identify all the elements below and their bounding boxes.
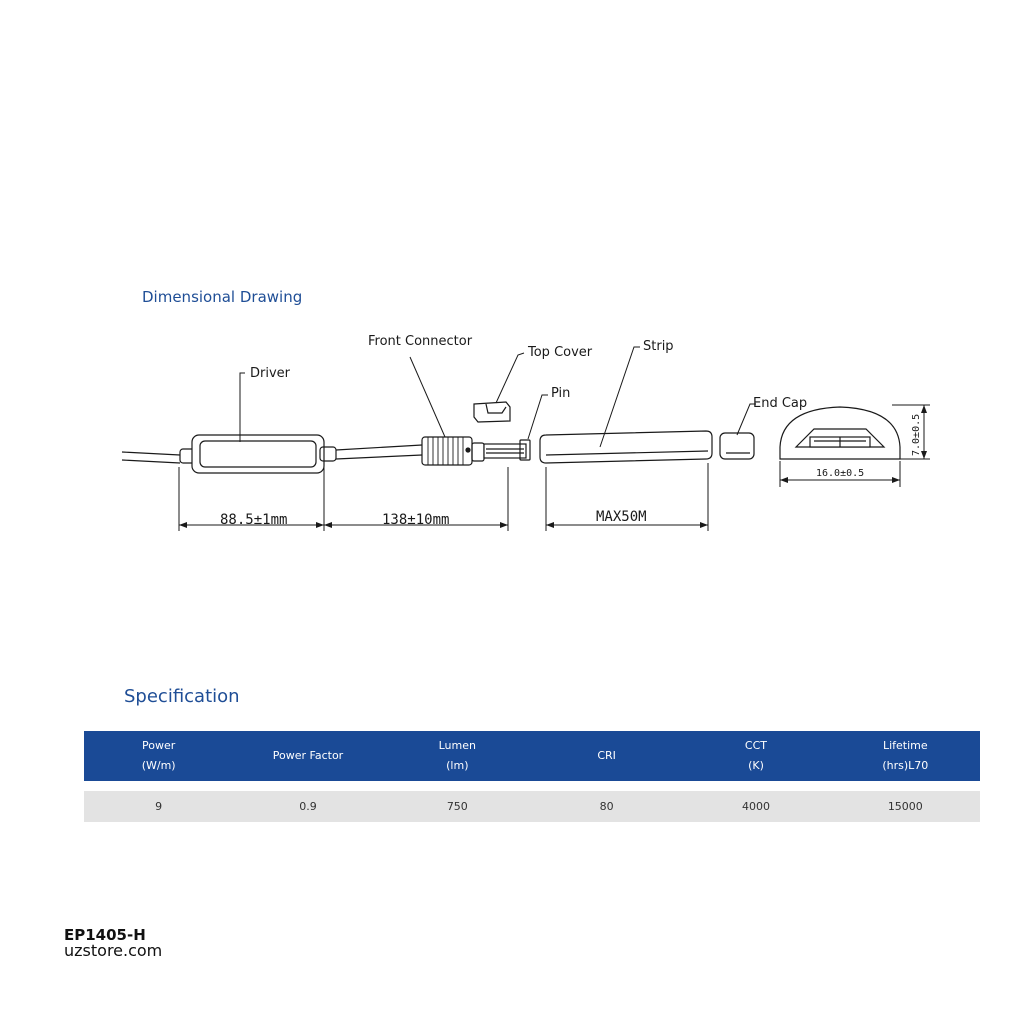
driver-label: Driver xyxy=(250,366,291,381)
dimensional-drawing xyxy=(110,325,922,545)
profile-width-value: 16.0±0.5 xyxy=(816,468,865,479)
strip-body xyxy=(540,431,712,463)
pin-label: Pin xyxy=(551,386,571,401)
model-number: EP1405-H xyxy=(64,926,146,944)
header-lumen xyxy=(383,731,532,781)
top-cover-leader xyxy=(496,353,524,403)
header-power xyxy=(84,731,233,781)
driver-length-value: 88.5±1mm xyxy=(220,512,288,528)
header-cri-line1: CRI xyxy=(597,749,616,762)
header-power-line1: Power xyxy=(142,739,176,752)
header-cri xyxy=(532,731,681,781)
connector-dot xyxy=(466,448,470,452)
header-cct-line1: CCT xyxy=(744,739,768,752)
table-row xyxy=(84,791,980,822)
value-lifetime: 15000 xyxy=(831,791,980,822)
end-cap-part xyxy=(720,433,754,459)
connector-cable xyxy=(336,445,422,450)
strip-max-value: MAX50M xyxy=(596,509,647,525)
header-cct xyxy=(681,731,830,781)
connector-length-value: 138±10mm xyxy=(382,512,450,528)
value-cct: 4000 xyxy=(681,791,830,822)
front-connector-label: Front Connector xyxy=(368,334,473,349)
top-cover-label: Top Cover xyxy=(528,345,593,360)
top-cover-part xyxy=(474,402,510,422)
front-connector-body xyxy=(422,437,472,465)
driver-leader xyxy=(240,373,245,442)
value-power: 9 xyxy=(84,791,233,822)
header-power-line2: (W/m) xyxy=(141,759,176,772)
end-cap-label: End Cap xyxy=(753,396,808,411)
value-cri: 80 xyxy=(532,791,681,822)
value-lumen: 750 xyxy=(383,791,532,822)
specification-title: Specification xyxy=(124,686,240,707)
header-lifetime xyxy=(831,731,980,781)
site-name: uzstore.com xyxy=(64,941,163,960)
header-cct-line2: (K) xyxy=(748,759,764,772)
value-power-factor: 0.9 xyxy=(233,791,382,822)
pin-leader xyxy=(528,395,548,439)
header-power-factor xyxy=(233,731,382,781)
header-power-factor-line1: Power Factor xyxy=(272,749,344,762)
specification-header-row xyxy=(84,731,980,781)
header-lumen-line2: (lm) xyxy=(446,759,469,772)
front-connector-leader xyxy=(410,357,445,437)
profile-height-value: 7.0±0.5 xyxy=(911,413,922,456)
dimensional-drawing-title: Dimensional Drawing xyxy=(142,288,303,306)
spacer-row xyxy=(84,781,980,791)
header-lifetime-line1: Lifetime xyxy=(882,739,928,752)
specification-table xyxy=(84,731,980,822)
strip-label: Strip xyxy=(643,339,674,354)
header-lifetime-line2: (hrs)L70 xyxy=(882,759,929,772)
profile-cross-section xyxy=(780,407,900,459)
header-lumen-line1: Lumen xyxy=(438,739,476,752)
input-cable-upper xyxy=(122,452,180,455)
strip-leader xyxy=(600,347,640,447)
